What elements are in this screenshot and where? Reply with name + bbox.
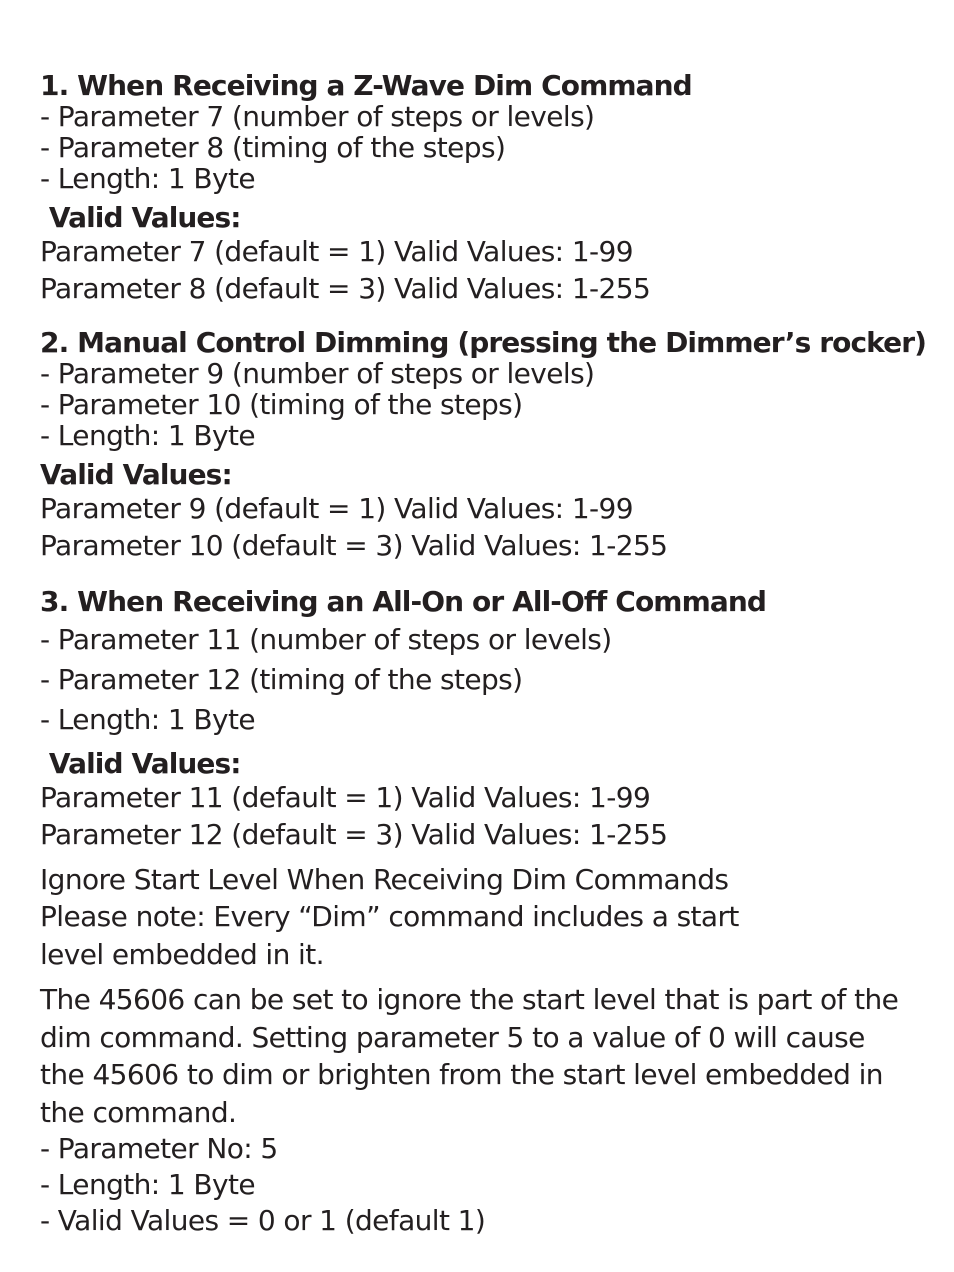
- section-1: [40, 70, 920, 307]
- ignore-item: - Length: 1 Byte: [40, 1168, 256, 1201]
- dim-command-note: Please note: Every “Dim” command includes a start level embedded in it.: [40, 900, 739, 971]
- section-1-value: Parameter 8 (default = 3) Valid Values: 1-255: [40, 272, 651, 305]
- section-1-item: - Parameter 8 (timing of the steps): [40, 131, 506, 164]
- section-3-valid-values-heading: Valid Values:: [40, 747, 241, 780]
- section-3-item: - Parameter 12 (timing of the steps): [40, 663, 523, 696]
- section-2-value: Parameter 10 (default = 3) Valid Values: 1-255: [40, 529, 668, 562]
- manual-page: [40, 69, 927, 1239]
- section-1-valid-values-heading: Valid Values:: [40, 201, 241, 234]
- section-3-item: - Parameter 11 (number of steps or levels): [40, 623, 612, 656]
- ignore-start-level-section: [40, 861, 920, 1239]
- section-3: [40, 584, 920, 853]
- section-2-item: - Parameter 10 (timing of the steps): [40, 388, 523, 421]
- section-3-value: Parameter 12 (default = 3) Valid Values: 1-255: [40, 818, 668, 851]
- section-3-item: - Length: 1 Byte: [40, 703, 256, 736]
- ignore-item: - Valid Values = 0 or 1 (default 1): [40, 1204, 486, 1237]
- ignore-start-level-description: The 45606 can be set to ignore the start level that is part of the dim command. Setting parameter 5 to a value of 0 will cause the 45606 to dim or brighten from the start level embedded in the command.: [40, 983, 899, 1129]
- section-1-item: - Length: 1 Byte: [40, 162, 256, 195]
- section-3-value: Parameter 11 (default = 1) Valid Values: 1-99: [40, 781, 651, 814]
- section-2-valid-values-heading: Valid Values:: [40, 458, 232, 491]
- section-1-item: - Parameter 7 (number of steps or levels): [40, 100, 595, 133]
- section-2-item: - Length: 1 Byte: [40, 419, 256, 452]
- section-1-value: Parameter 7 (default = 1) Valid Values: 1-99: [40, 235, 633, 268]
- section-2-value: Parameter 9 (default = 1) Valid Values: 1-99: [40, 492, 633, 525]
- section-2: [40, 326, 927, 564]
- section-3-heading: 3. When Receiving an All-On or All-Off Command: [40, 585, 767, 618]
- section-2-heading: 2. Manual Control Dimming (pressing the Dimmer’s rocker): [40, 326, 927, 359]
- section-1-heading: 1. When Receiving a Z-Wave Dim Command: [40, 69, 692, 102]
- ignore-start-level-title: Ignore Start Level When Receiving Dim Commands: [40, 863, 729, 896]
- ignore-item: - Parameter No: 5: [40, 1132, 278, 1165]
- section-2-item: - Parameter 9 (number of steps or levels): [40, 357, 595, 390]
